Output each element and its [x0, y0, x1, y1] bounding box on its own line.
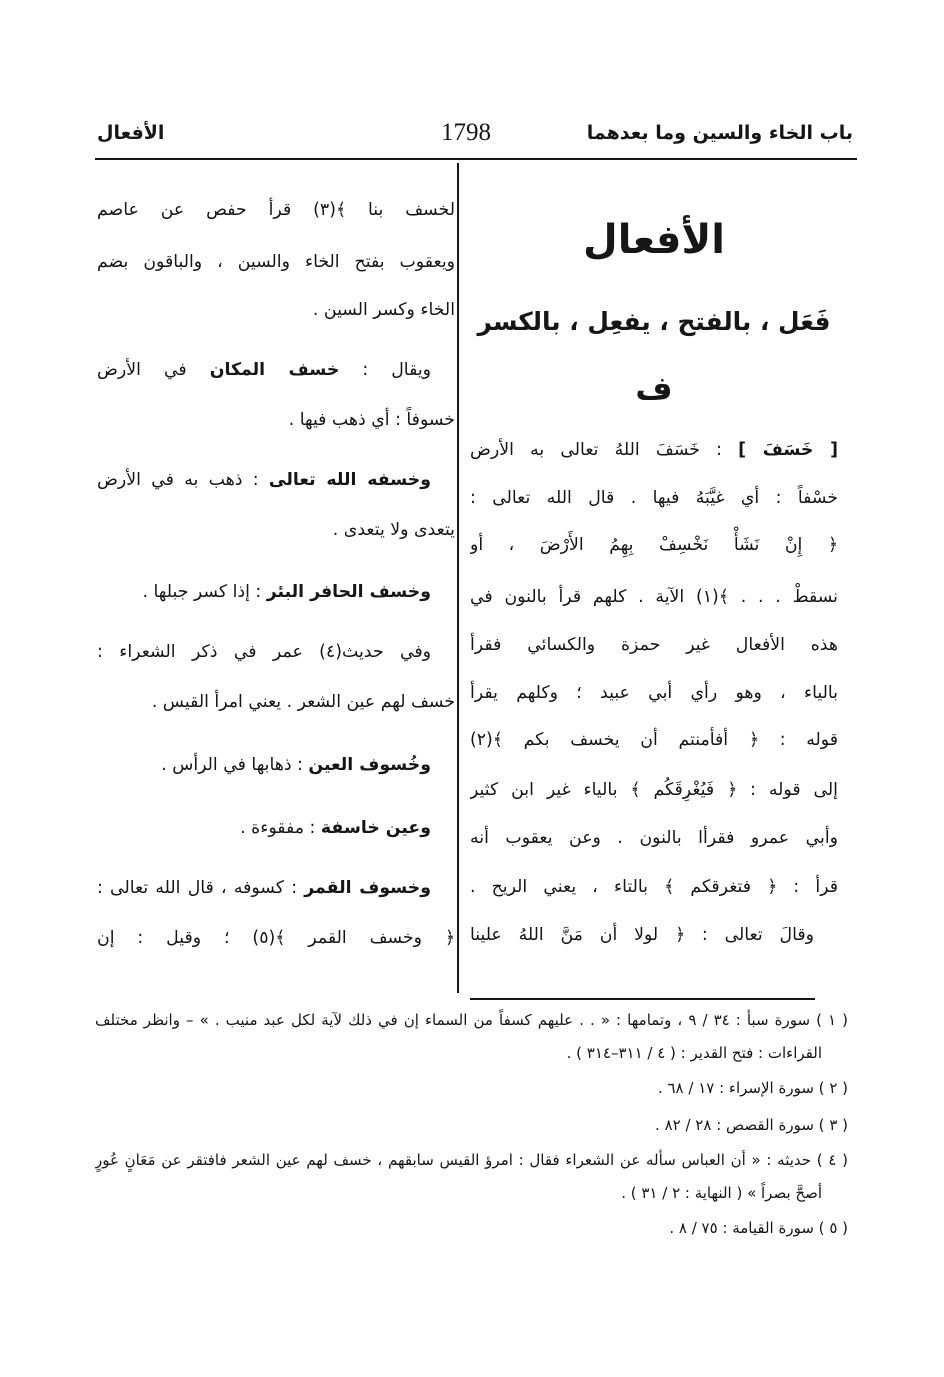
footnote-line [95, 1038, 848, 1068]
text-run: الخاء وكسر السين . [312, 300, 455, 320]
headword: وخسف الحافر البئر [266, 582, 431, 602]
footnote-line [95, 1110, 848, 1140]
text-run: ويقال : [339, 360, 431, 380]
footnote-line [95, 1073, 848, 1103]
text-run: خسوفاً : أي ذهب فيها . [288, 410, 455, 430]
text-run: هذه الأفعال غير حمزة والكسائي فقرأ [470, 635, 838, 655]
text-run: لخسف بنا ﴾(٣) قرأ حفص عن عاصم [97, 200, 455, 220]
headword: وعين خاسفة [320, 818, 431, 838]
text-run: أصحَّ بصراً » ( النهاية : ٢ / ٣١ ) . [621, 1184, 822, 1202]
text-run: ( ١ ) سورة سبأ : ٣٤ / ٩ ، وتمامها : « . . عليهم كسفاً من السماء إن في ذلك لآية لكل عبد منيب . » – وانظر مختلف [95, 1011, 848, 1029]
text-run: قرأ : ﴿ فتغرقكم ﴾ بالتاء ، يعني الريح . [470, 877, 838, 897]
footnote-line [95, 1005, 848, 1035]
text-run: خسف لهم عين الشعر . يعني امرأ القيس . [151, 692, 455, 712]
section-heading: الأفعال [583, 217, 725, 263]
footnote-line [95, 1145, 848, 1175]
text-run: ﴿ وخسف القمر ﴾(٥) ؛ وقيل : إن [97, 928, 455, 948]
text-run: نسقطْ . . . ﴾(١) الآية . كلهم قرأ بالنون في [470, 587, 838, 607]
headword: [ خَسَفَ ] [738, 440, 838, 460]
text-run: ( ٥ ) سورة القيامة : ٧٥ / ٨ . [669, 1219, 848, 1237]
text-run: إلى قوله : ﴿ فَيُغْرِقَكُم ﴾ بالياء غير ابن كثير [470, 780, 838, 800]
text-run: قوله : ﴿ أفأمنتم أن يخسف بكم ﴾(٢) [470, 730, 838, 750]
headword: وخُسوف العين [308, 755, 431, 775]
text-run: وقالَ تعالى : ﴿ لولا أن مَنَّ اللهُ علينا [470, 925, 814, 945]
page-number: 1798 [441, 119, 491, 146]
text-run: ( ٢ ) سورة الإسراء : ١٧ / ٦٨ . [657, 1079, 848, 1097]
text-run: : ذهب به في الأرض [97, 470, 269, 490]
footnotes [95, 0, 848, 1377]
text-run: خسْفاً : أي غيَّبَهُ فيها . قال الله تعالى : [470, 488, 838, 508]
headword: خسف المكان [209, 360, 340, 380]
footnote-line [95, 1213, 848, 1243]
text-run: وفي حديث(٤) عمر في ذكر الشعراء : [97, 642, 431, 662]
text-run: يتعدى ولا يتعدى . [332, 520, 455, 540]
text-run: في الأرض [97, 360, 210, 380]
text-run: بالياء ، وهو رأي أبي عبيد ؛ وكلهم يقرأ [470, 683, 838, 703]
root-letter-heading: ف [635, 369, 673, 407]
text-run: ( ٤ ) حديثه : « أن العباس سأله عن الشعراء فقال : امرؤ القيس سابقهم ، خسف لهم عين الشعر فافتقر عن مَعَانٍ عُورٍ [95, 1151, 848, 1169]
text-run: : ذهابها في الرأس . [161, 755, 309, 775]
text-run: ﴿ إِنْ نَشَأْ نَخْسِفْ بِهِمُ الأَرْضَ ، أو [470, 535, 838, 555]
headword: وخسوف القمر [304, 878, 431, 898]
text-run: : كسوفه ، قال الله تعالى : [97, 878, 305, 898]
running-head-section: باب الخاء والسين وما بعدهما [586, 122, 853, 144]
text-run: القراءات : فتح القدير : ( ٤ / ٣١١–٣١٤ ) . [566, 1044, 822, 1062]
text-run: ويعقوب بفتح الخاء والسين ، والباقون بضم [97, 252, 455, 272]
text-run: : خَسَفَ اللهُ تعالى به الأرض [470, 440, 739, 460]
text-run: : إذا كسر جبلها . [142, 582, 267, 602]
running-head-chapter: الأفعال [97, 122, 165, 144]
text-run: : مفقوءة . [240, 818, 321, 838]
text-run: ( ٣ ) سورة القصص : ٢٨ / ٨٢ . [655, 1116, 848, 1134]
headword: وخسفه الله تعالى [268, 470, 431, 490]
footnote-line [95, 1178, 848, 1208]
verb-pattern-heading: فَعَل ، بالفتح ، يفعِل ، بالكسر [477, 307, 831, 336]
text-run: وأبي عمرو فقرأا بالنون . وعن يعقوب أنه [470, 828, 838, 848]
